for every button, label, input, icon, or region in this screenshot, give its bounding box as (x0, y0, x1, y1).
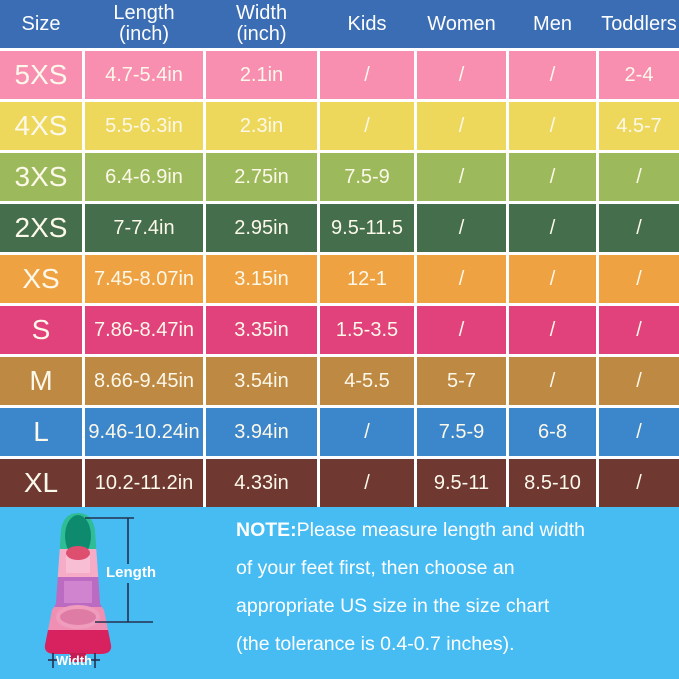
data-cell-3XS-men: / (509, 153, 596, 201)
column-header-men: Men (533, 12, 572, 35)
column-header-width: Width (inch) (235, 2, 288, 45)
data-cell-3XS-toddlers: / (599, 153, 679, 201)
data-cell-5XS-men: / (509, 51, 596, 99)
data-cell-XS-toddlers: / (599, 255, 679, 303)
data-cell-XL-length: 10.2-11.2in (85, 459, 203, 507)
data-cell-2XS-toddlers: / (599, 204, 679, 252)
data-cell-4XS-length: 5.5-6.3in (85, 102, 203, 150)
data-cell-3XS-width: 2.75in (206, 153, 317, 201)
data-cell-L-men: 6-8 (509, 408, 596, 456)
data-cell-3XS-kids: 7.5-9 (320, 153, 414, 201)
data-cell-M-women: 5-7 (417, 357, 506, 405)
data-cell-2XS-length: 7-7.4in (85, 204, 203, 252)
column-header-size: Size (21, 12, 61, 35)
data-cell-4XS-width: 2.3in (206, 102, 317, 150)
data-cell-S-men: / (509, 306, 596, 354)
data-cell-4XS-women: / (417, 102, 506, 150)
size-cell-5XS: 5XS (0, 51, 82, 99)
data-cell-M-toddlers: / (599, 357, 679, 405)
data-cell-S-toddlers: / (599, 306, 679, 354)
data-cell-5XS-women: / (417, 51, 506, 99)
size-cell-S: S (0, 306, 82, 354)
size-cell-2XS: 2XS (0, 204, 82, 252)
data-cell-L-length: 9.46-10.24in (85, 408, 203, 456)
data-cell-XS-women: / (417, 255, 506, 303)
data-cell-5XS-length: 4.7-5.4in (85, 51, 203, 99)
data-cell-M-length: 8.66-9.45in (85, 357, 203, 405)
note-bold-prefix: NOTE: (236, 519, 297, 541)
data-cell-S-width: 3.35in (206, 306, 317, 354)
note-line-4: (the tolerance is 0.4-0.7 inches). (236, 633, 515, 655)
table-body (0, 51, 679, 507)
data-cell-M-width: 3.54in (206, 357, 317, 405)
data-cell-5XS-toddlers: 2-4 (599, 51, 679, 99)
data-cell-XL-men: 8.5-10 (509, 459, 596, 507)
note-line-2: of your feet first, then choose an (236, 557, 515, 579)
column-header-length: Length (inch) (113, 2, 175, 45)
data-cell-2XS-width: 2.95in (206, 204, 317, 252)
size-cell-XL: XL (0, 459, 82, 507)
size-cell-XS: XS (0, 255, 82, 303)
note-text (236, 511, 676, 663)
size-cell-3XS: 3XS (0, 153, 82, 201)
data-cell-XL-toddlers: / (599, 459, 679, 507)
data-cell-5XS-width: 2.1in (206, 51, 317, 99)
data-cell-L-kids: / (320, 408, 414, 456)
data-cell-XS-width: 3.15in (206, 255, 317, 303)
data-cell-XS-length: 7.45-8.07in (85, 255, 203, 303)
data-cell-4XS-toddlers: 4.5-7 (599, 102, 679, 150)
data-cell-2XS-kids: 9.5-11.5 (320, 204, 414, 252)
data-cell-S-women: / (417, 306, 506, 354)
data-cell-L-width: 3.94in (206, 408, 317, 456)
width-arrow-label: Width (56, 653, 92, 668)
data-cell-XL-width: 4.33in (206, 459, 317, 507)
data-cell-2XS-women: / (417, 204, 506, 252)
swim-fin-illustration (28, 507, 228, 679)
size-cell-M: M (0, 357, 82, 405)
column-header-toddlers: Toddlers (601, 12, 677, 35)
data-cell-S-kids: 1.5-3.5 (320, 306, 414, 354)
note-line-1-text: Please measure length and width (296, 519, 586, 541)
data-cell-M-kids: 4-5.5 (320, 357, 414, 405)
data-cell-XL-kids: / (320, 459, 414, 507)
data-cell-XS-men: / (509, 255, 596, 303)
data-cell-4XS-men: / (509, 102, 596, 150)
length-arrow-label: Length (106, 564, 156, 581)
data-cell-3XS-length: 6.4-6.9in (85, 153, 203, 201)
size-cell-4XS: 4XS (0, 102, 82, 150)
size-cell-L: L (0, 408, 82, 456)
data-cell-L-toddlers: / (599, 408, 679, 456)
data-cell-2XS-men: / (509, 204, 596, 252)
data-cell-XL-women: 9.5-11 (417, 459, 506, 507)
data-cell-5XS-kids: / (320, 51, 414, 99)
data-cell-M-men: / (509, 357, 596, 405)
note-line-3: appropriate US size in the size chart (236, 595, 550, 617)
data-cell-4XS-kids: / (320, 102, 414, 150)
data-cell-S-length: 7.86-8.47in (85, 306, 203, 354)
data-cell-XS-kids: 12-1 (320, 255, 414, 303)
column-header-kids: Kids (347, 12, 387, 35)
footer (0, 507, 679, 679)
table-header (0, 0, 679, 48)
note-line-1 (236, 511, 676, 549)
data-cell-3XS-women: / (417, 153, 506, 201)
column-header-women: Women (427, 12, 496, 35)
data-cell-L-women: 7.5-9 (417, 408, 506, 456)
